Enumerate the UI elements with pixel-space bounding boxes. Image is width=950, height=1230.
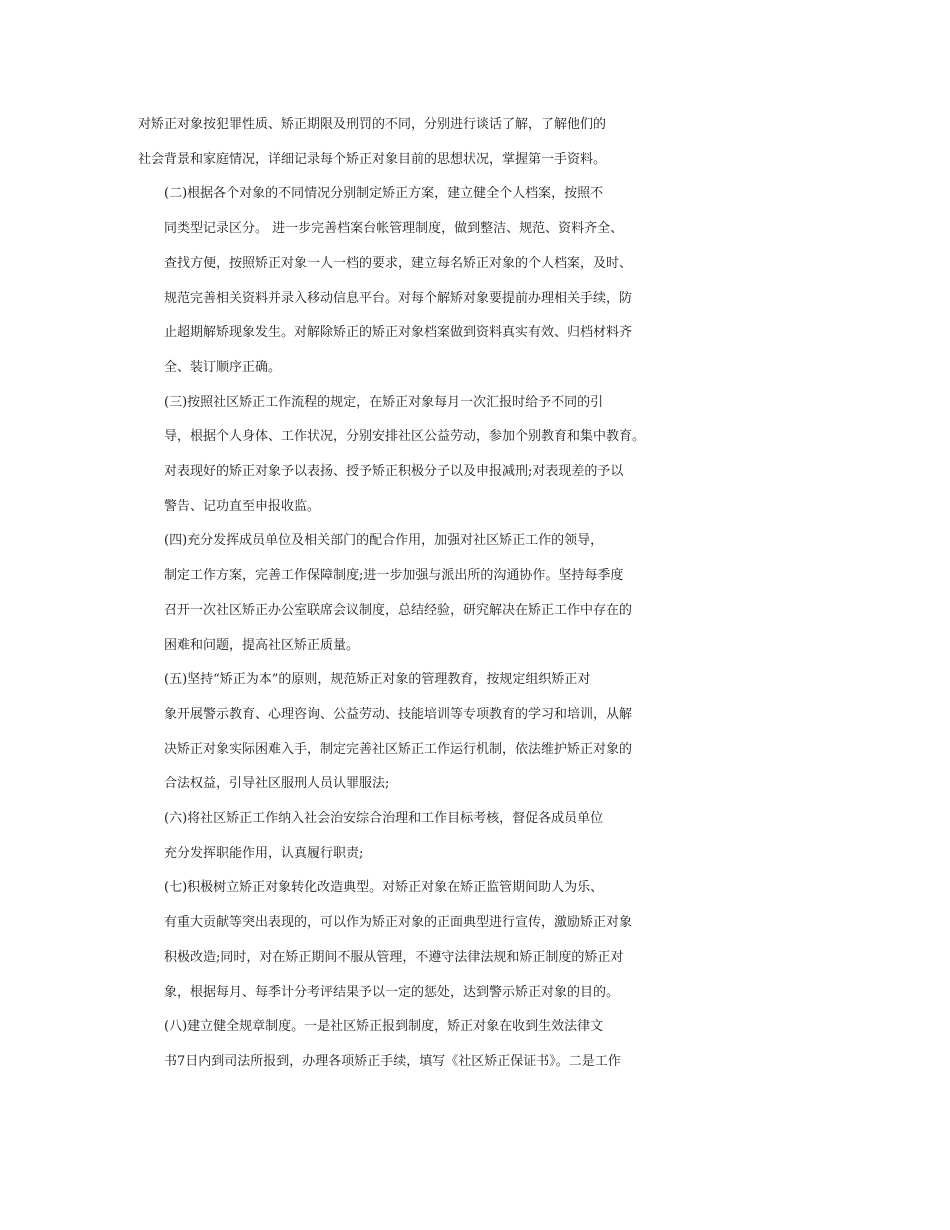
paragraph bbox=[138, 1010, 814, 1079]
text-line: (四)充分发挥成员单位及相关部门的配合作用，加强对社区矫正工作的领导， bbox=[164, 533, 604, 549]
text-line: 导，根据个人身体、工作状况，分别安排社区公益劳动，参加个别教育和集中教育。 bbox=[164, 429, 646, 445]
text-line: 制定工作方案，完善工作保障制度;进一步加强与派出所的沟通协作。坚持每季度 bbox=[164, 568, 624, 584]
text-line: 象，根据每月、每季计分考评结果予以一定的惩处，达到警示矫正对象的目的。 bbox=[164, 984, 620, 1000]
text-line: (七)积极树立矫正对象转化改造典型。对矫正对象在矫正监管期间助人为乐、 bbox=[164, 880, 604, 896]
paragraph bbox=[138, 386, 814, 525]
text-line: 有重大贡献等突出表现的，可以作为矫正对象的正面典型进行宣传，激励矫正对象 bbox=[164, 915, 633, 931]
text-line: 积极改造;同时，对在矫正期间不服从管理，不遵守法律法规和矫正制度的矫正对 bbox=[164, 949, 624, 965]
text-line: 困难和问题，提高社区矫正质量。 bbox=[164, 637, 360, 653]
paragraph bbox=[138, 871, 814, 1010]
text-line: 充分发挥职能作用，认真履行职责; bbox=[164, 845, 364, 861]
text-line: 书7日内到司法所报到，办理各项矫正手续，填写《社区矫正保证书》。二是工作 bbox=[164, 1053, 621, 1069]
text-line: 全、装订顺序正确。 bbox=[164, 359, 282, 375]
text-line: (三)按照社区矫正工作流程的规定，在矫正对象每月一次汇报时给予不同的引 bbox=[164, 394, 604, 410]
text-line: 对矫正对象按犯罪性质、矫正期限及刑罚的不同，分别进行谈话了解，了解他们的 bbox=[138, 117, 607, 132]
paragraph bbox=[138, 177, 814, 385]
paragraph bbox=[138, 663, 814, 802]
paragraph bbox=[138, 108, 814, 177]
paragraph bbox=[138, 802, 814, 871]
text-line: 止超期解矫现象发生。对解除矫正的矫正对象档案做到资料真实有效、归档材料齐 bbox=[164, 325, 633, 341]
text-line: 同类型记录区分。 进一步完善档案台帐管理制度，做到整洁、规范、资料齐全、 bbox=[164, 221, 624, 237]
text-line: 社会背景和家庭情况，详细记录每个矫正对象目前的思想状况，掌握第一手资料。 bbox=[138, 151, 607, 167]
text-line: 对表现好的矫正对象予以表扬、授予矫正积极分子以及申报减刑;对表现差的予以 bbox=[164, 464, 624, 480]
text-line: (八)建立健全规章制度。一是社区矫正报到制度，矫正对象在收到生效法律文 bbox=[164, 1019, 604, 1035]
document-body bbox=[138, 108, 814, 1080]
text-line: 规范完善相关资料并录入移动信息平台。对每个解矫对象要提前办理相关手续，防 bbox=[164, 290, 633, 306]
text-line: (二)根据各个对象的不同情况分别制定矫正方案，建立健全个人档案，按照不 bbox=[164, 186, 604, 202]
text-line: 召开一次社区矫正办公室联席会议制度，总结经验，研究解决在矫正工作中存在的 bbox=[164, 602, 633, 618]
text-line: 查找方便，按照矫正对象一人一档的要求，建立每名矫正对象的个人档案，及时、 bbox=[164, 255, 633, 271]
text-line: 象开展警示教育、心理咨询、公益劳动、技能培训等专项教育的学习和培训，从解 bbox=[164, 706, 633, 722]
text-line: (五)坚持“矫正为本”的原则，规范矫正对象的管理教育，按规定组织矫正对 bbox=[164, 672, 591, 688]
text-line: 决矫正对象实际困难入手，制定完善社区矫正工作运行机制，依法维护矫正对象的 bbox=[164, 741, 633, 757]
text-line: (六)将社区矫正工作纳入社会治安综合治理和工作目标考核，督促各成员单位 bbox=[164, 811, 604, 827]
text-line: 合法权益，引导社区服刑人员认罪服法; bbox=[164, 776, 390, 792]
text-line: 警告、记功直至申报收监。 bbox=[164, 498, 321, 514]
paragraph bbox=[138, 524, 814, 663]
